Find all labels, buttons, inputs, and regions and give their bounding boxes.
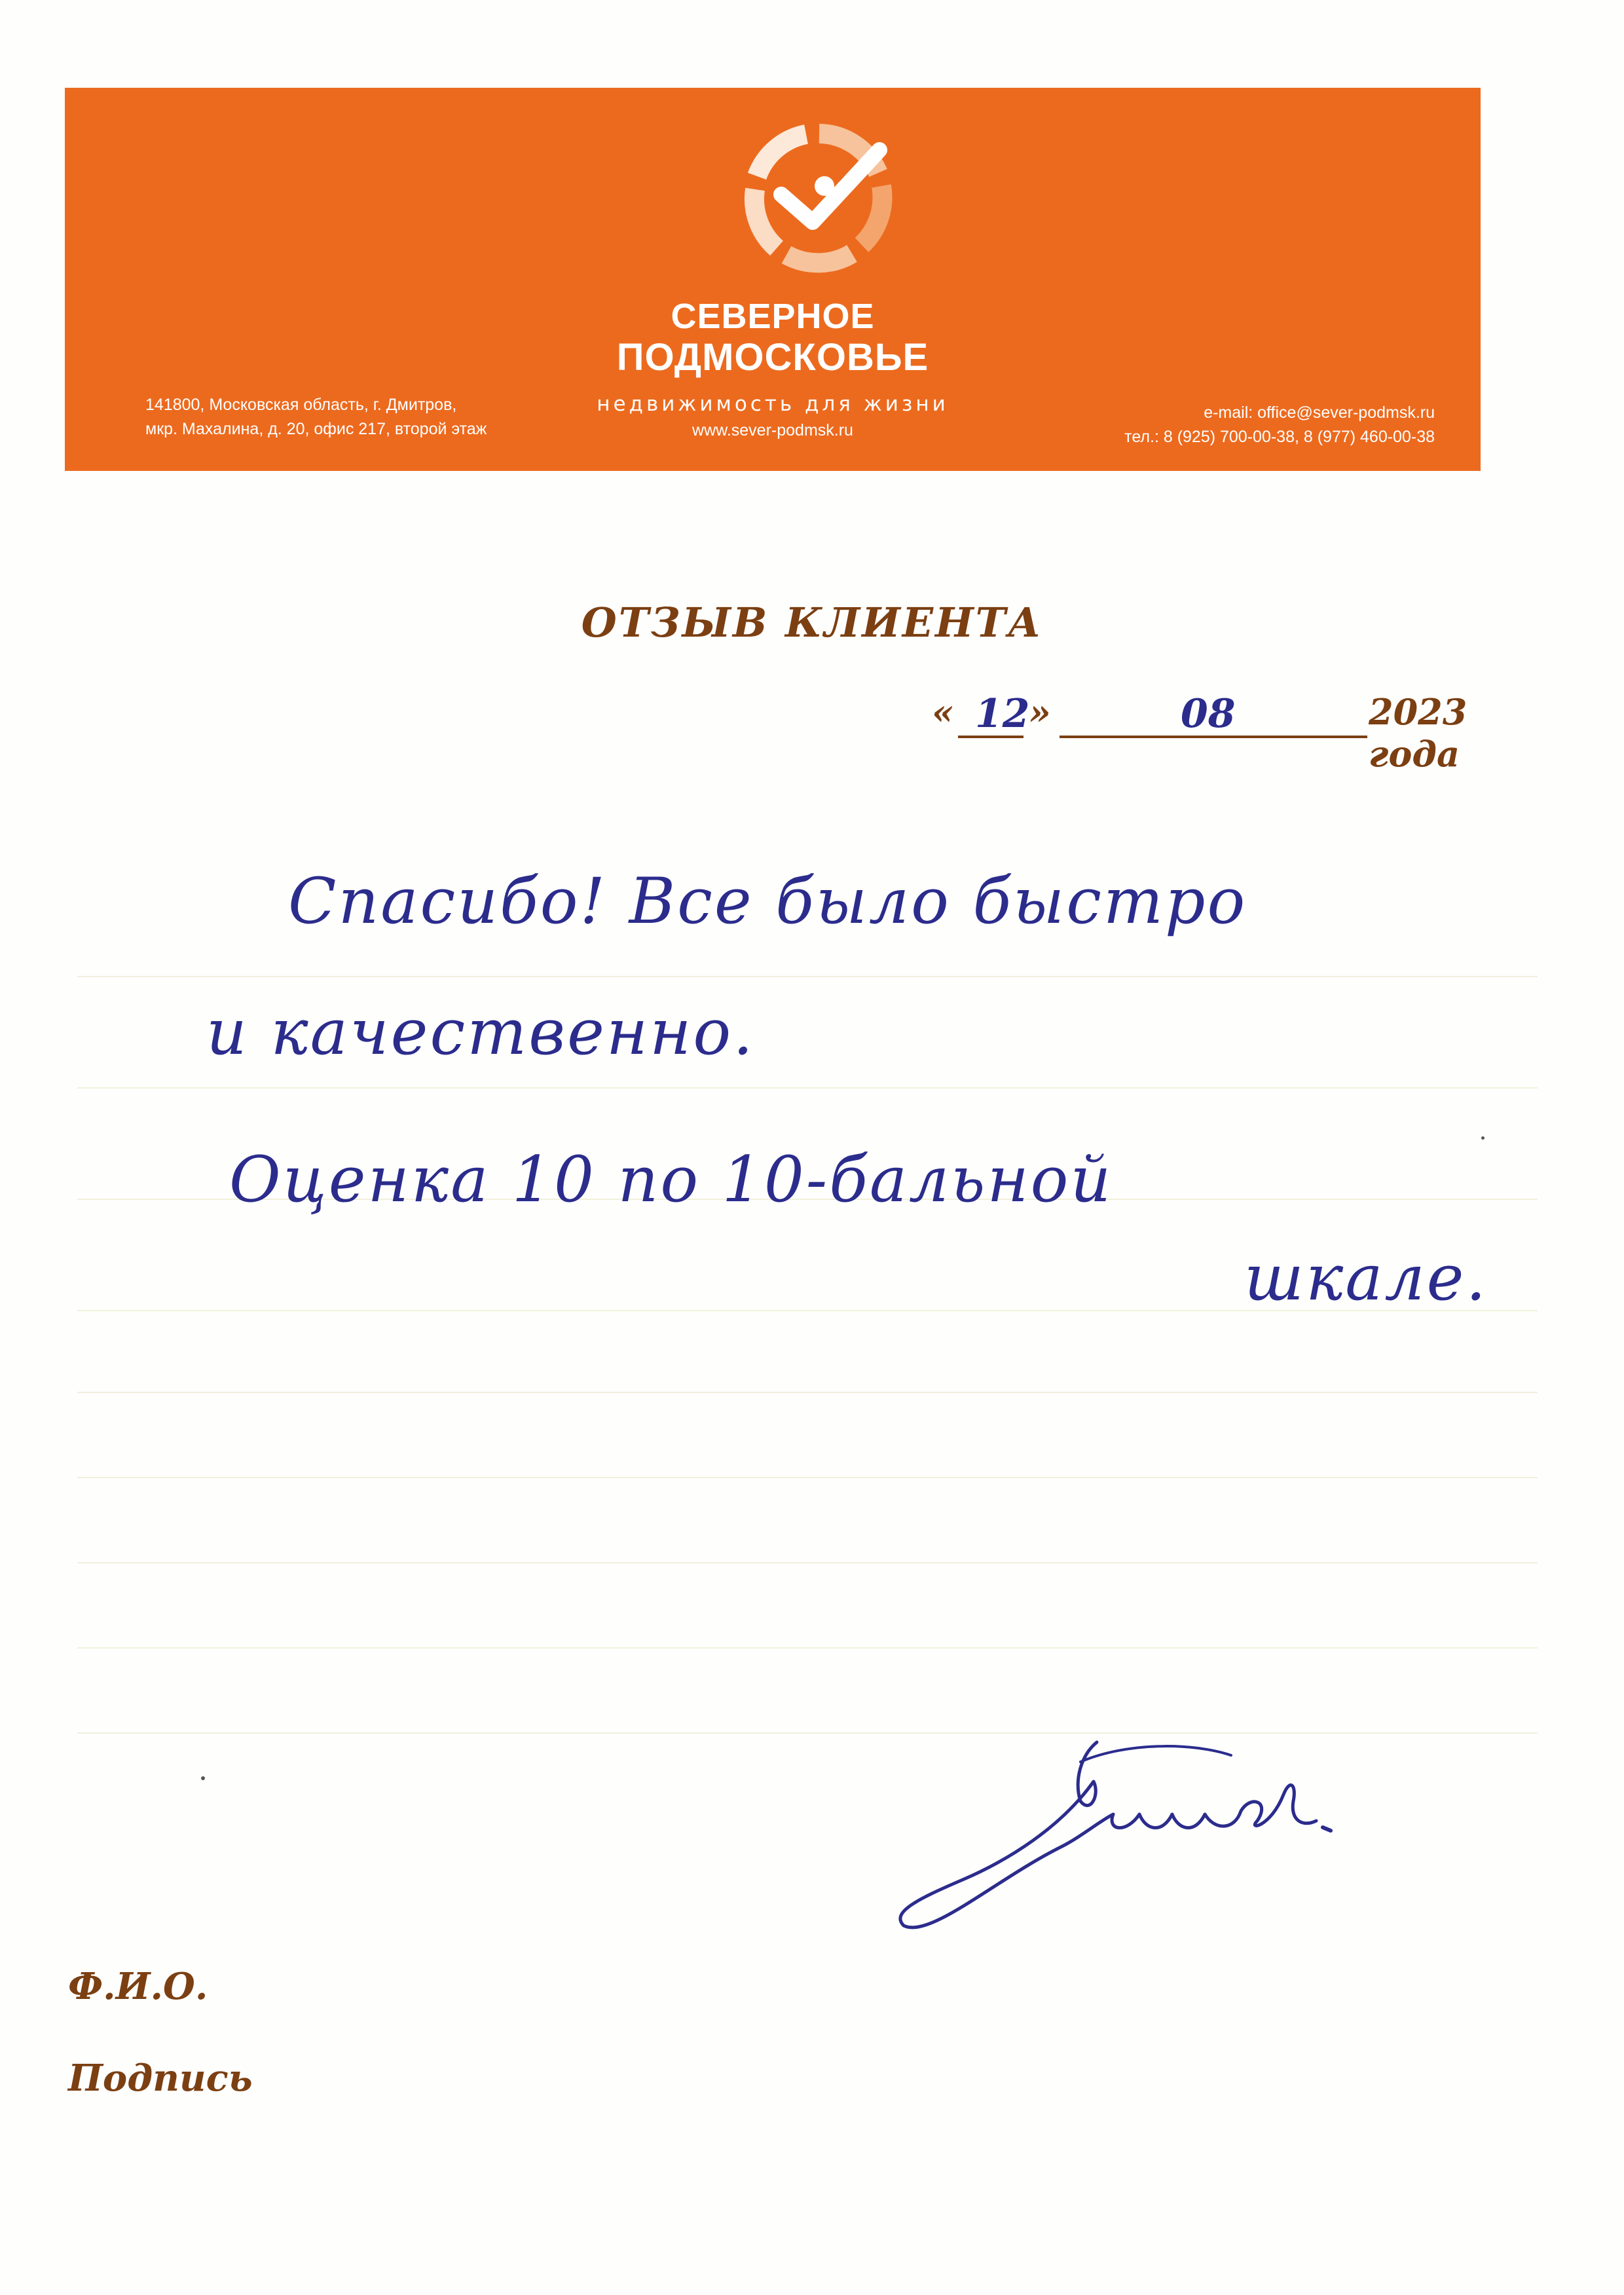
- letterhead-banner: [65, 88, 1481, 471]
- date-year-suffix: 2023 года: [1369, 691, 1467, 775]
- signature-label: Подпись: [68, 2057, 253, 2100]
- review-text-line1: Спасибо! Все было быстро: [288, 865, 1247, 938]
- review-text-line2: и качественно.: [206, 996, 755, 1069]
- handwritten-signature-icon: [864, 1716, 1336, 1932]
- brand-website: www.sever-podmsk.ru: [692, 421, 853, 439]
- brand-tagline: недвижимость для жизни: [597, 392, 949, 416]
- date-close-quote: »: [1029, 691, 1051, 733]
- review-text-line4: шкале.: [1244, 1241, 1488, 1315]
- brand-name-line2: ПОДМОСКОВЬЕ: [616, 336, 929, 379]
- scan-speck: [1481, 1136, 1485, 1140]
- address-line2: мкр. Махалина, д. 20, офис 217, второй этаж: [145, 420, 487, 438]
- review-text-line3: Оценка 10 по 10-бальной: [229, 1143, 1113, 1216]
- company-address: [145, 393, 487, 441]
- form-title: ОТЗЫВ КЛИЕНТА: [581, 599, 1043, 646]
- ruled-line: [77, 1647, 1538, 1649]
- scan-speck: [201, 1776, 205, 1780]
- ruled-line: [77, 976, 1538, 977]
- date-month-handwritten: 08: [1181, 691, 1236, 737]
- contact-phones: тел.: 8 (925) 700-00-38, 8 (977) 460-00-38: [1124, 428, 1435, 446]
- fio-label: Ф.И.О.: [68, 1965, 208, 2008]
- address-line1: 141800, Московская область, г. Дмитров,: [145, 396, 457, 414]
- date-field: [932, 691, 1560, 775]
- date-day-handwritten: 12: [975, 691, 1030, 737]
- contact-email: e-mail: office@sever-podmsk.ru: [1204, 403, 1435, 422]
- ruled-line: [77, 1087, 1538, 1089]
- company-contacts: [1124, 401, 1435, 449]
- checkmark-circle-logo-icon: [728, 117, 911, 281]
- ruled-line: [77, 1477, 1538, 1478]
- ruled-line: [77, 1392, 1538, 1393]
- ruled-line: [77, 1562, 1538, 1563]
- date-open-quote: «: [932, 691, 954, 733]
- brand-name-line1: СЕВЕРНОЕ: [671, 297, 875, 336]
